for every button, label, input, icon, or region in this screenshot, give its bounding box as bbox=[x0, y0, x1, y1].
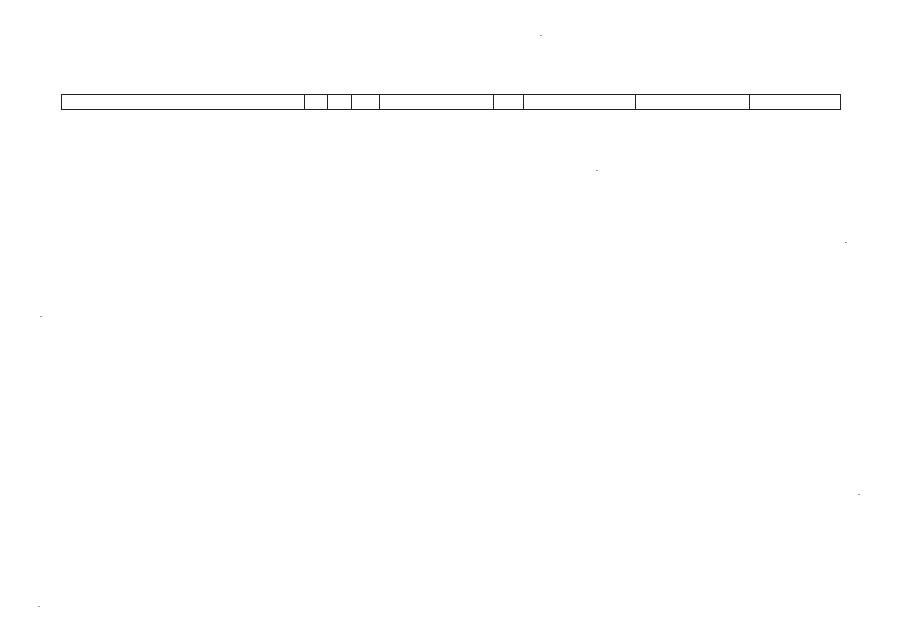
header-col-4 bbox=[351, 95, 379, 109]
scan-speck bbox=[38, 606, 40, 607]
header-col-1 bbox=[62, 95, 304, 109]
scan-speck bbox=[845, 242, 847, 243]
header-col-8 bbox=[635, 95, 749, 109]
table-header-row bbox=[61, 94, 841, 110]
header-col-2 bbox=[304, 95, 327, 109]
header-col-3 bbox=[327, 95, 351, 109]
header-col-6 bbox=[493, 95, 523, 109]
scan-speck bbox=[596, 170, 598, 171]
scan-speck bbox=[540, 35, 542, 36]
header-col-5 bbox=[379, 95, 493, 109]
header-col-9 bbox=[749, 95, 840, 109]
header-col-7 bbox=[523, 95, 635, 109]
scan-speck bbox=[858, 494, 860, 495]
scan-speck bbox=[40, 316, 42, 317]
